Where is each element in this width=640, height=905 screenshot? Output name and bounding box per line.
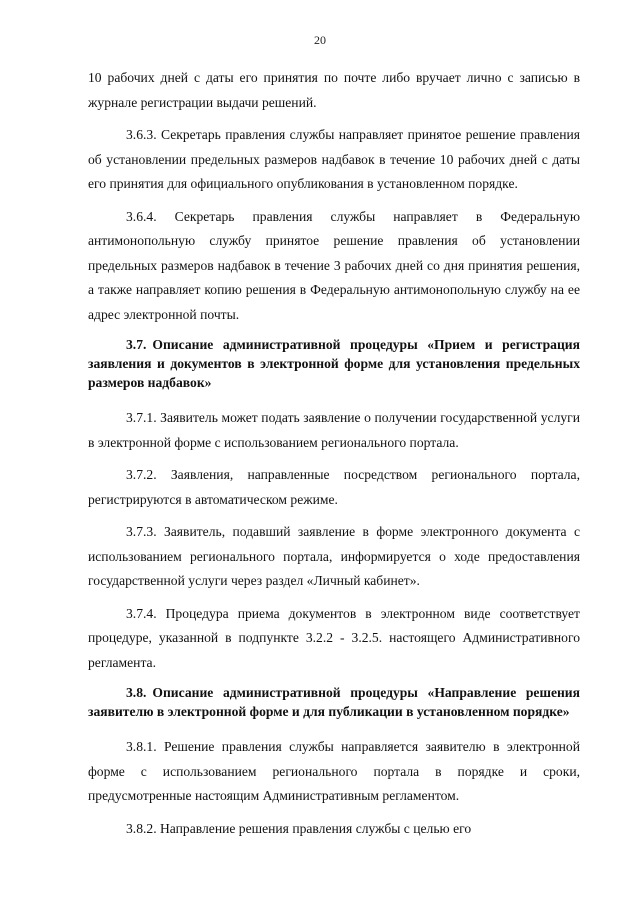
paragraph-3-7-2: 3.7.2. Заявления, направленные посредством регионального портала, регистрируются в автоматическом режиме. [88, 467, 580, 507]
paragraph-3-8-1: 3.8.1. Решение правления службы направляется заявителю в электронной форме с использованием регионального портала в порядке и сроки, предусмотренные настоящим Административным регламентом. [88, 739, 580, 803]
paragraph-3-8-2: 3.8.2. Направление решения правления службы с целью его [126, 820, 472, 836]
paragraph-3-7-1: 3.7.1. Заявитель может подать заявление о получении государственной услуги в электронной форме с использованием регионального портала. [88, 410, 580, 450]
document-body [88, 66, 580, 841]
section-heading-3-7 [88, 335, 580, 392]
paragraph-3-6-4: 3.6.4. Секретарь правления службы направляет в Федеральную антимонопольную службу принятое решение правления об установлении предельных размеров надбавок в течение 3 рабочих дней со дня принятия решения, а также направляет копию решения в Федеральную антимонопольную службу на ее адрес электронной почты. [88, 208, 580, 322]
section-number: 3.8. [126, 685, 147, 700]
paragraph-3-6-3: 3.6.3. Секретарь правления службы направляет принятое решение правления об установлении предельных размеров надбавок в течение 10 рабочих дней с даты его принятия для официального опубликования в установленном порядке. [88, 127, 580, 191]
paragraph: 10 рабочих дней с даты его принятия по почте либо вручает лично с записью в журнале регистрации выдачи решений. [88, 70, 580, 110]
section-number: 3.7. [126, 337, 147, 352]
paragraph-3-7-3: 3.7.3. Заявитель, подавший заявление в форме электронного документа с использованием регионального портала, информируется о ходе предоставления государственной услуги через раздел «Личный кабинет». [88, 524, 580, 588]
section-title: Описание административной процедуры «Прием и регистрация заявления и документов в электронной форме для установления предельных размеров надбавок» [88, 337, 580, 390]
paragraph-3-7-4: 3.7.4. Процедура приема документов в электронном виде соответствует процедуре, указанной в подпункте 3.2.2 - 3.2.5. настоящего Административного регламента. [88, 605, 580, 670]
section-heading-3-8 [88, 683, 580, 721]
section-title: Описание административной процедуры «Направление решения заявителю в электронной форме и для публикации в установленном порядке» [88, 685, 580, 719]
page-number: 20 [314, 33, 326, 47]
